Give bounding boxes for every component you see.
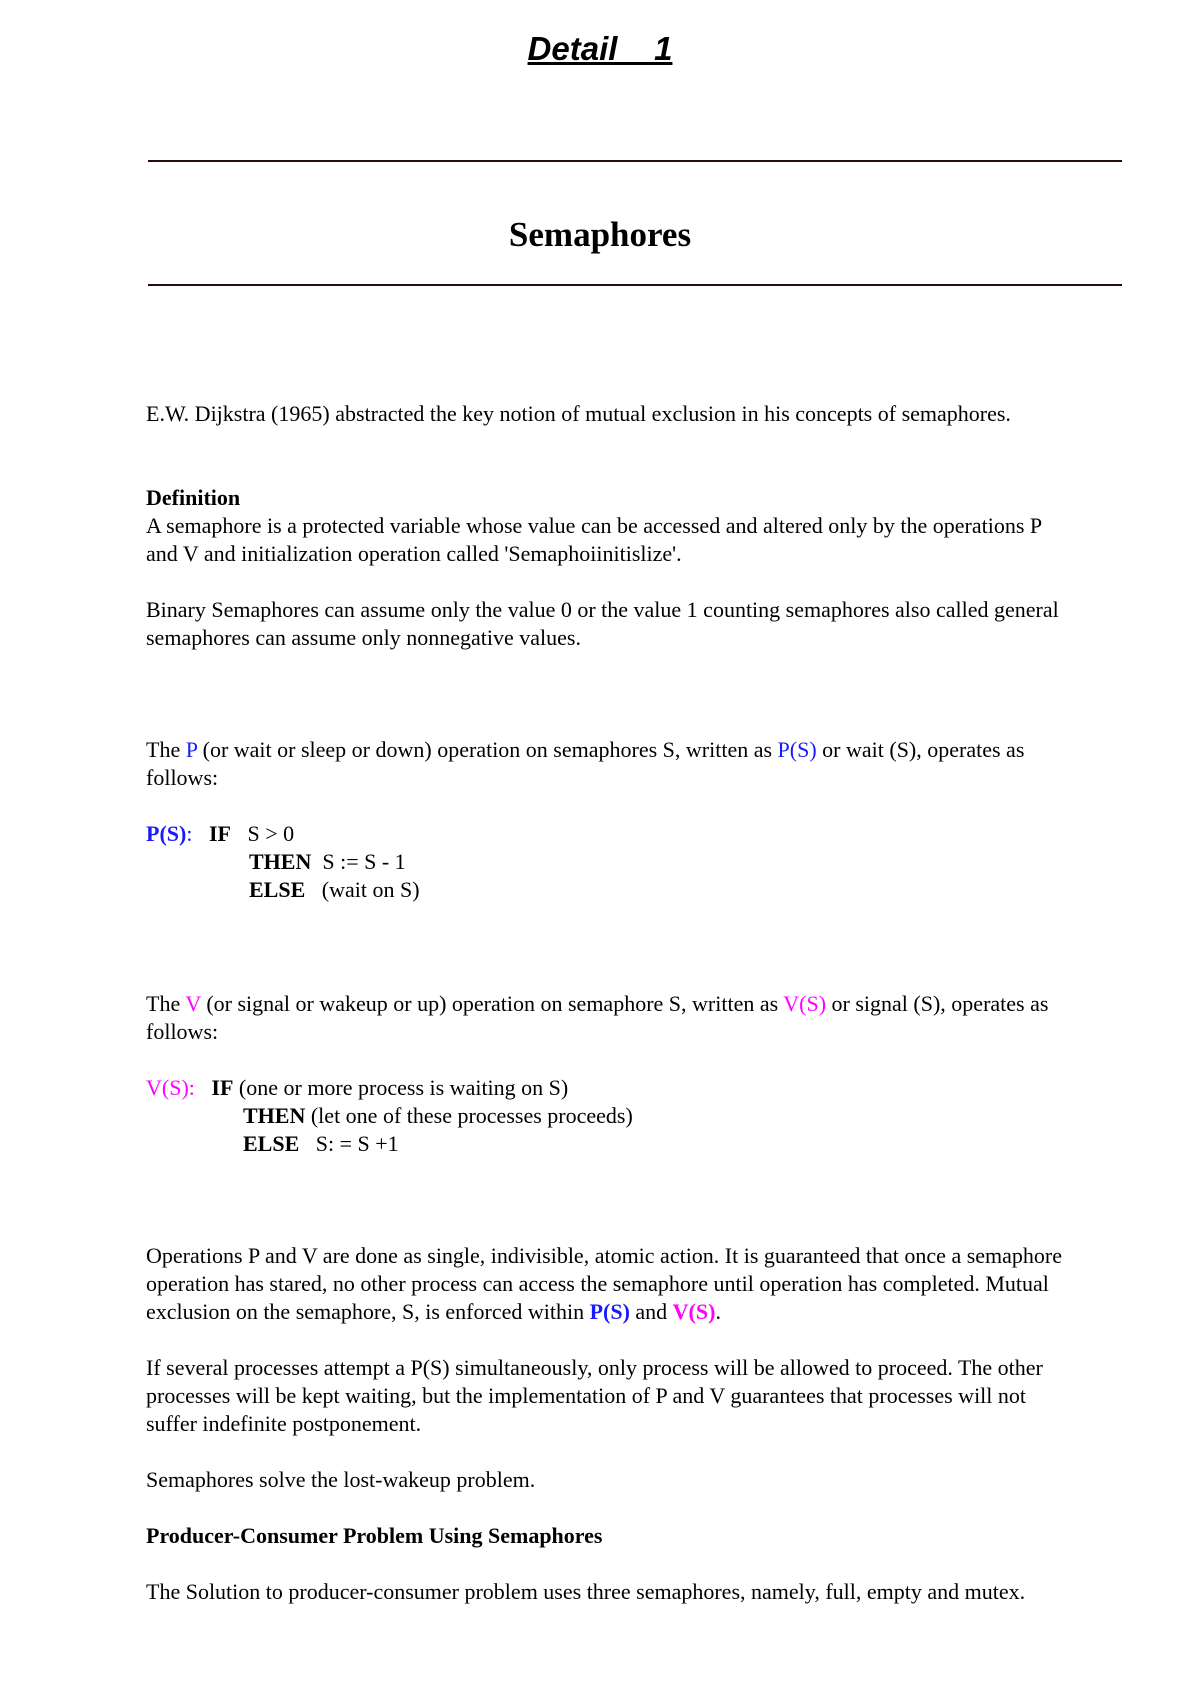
intro-paragraph: E.W. Dijkstra (1965) abstracted the key notion of mutual exclusion in his concepts of semaphores. bbox=[146, 401, 1011, 426]
v-code-colon: : bbox=[188, 1075, 195, 1100]
v-operation-code bbox=[146, 1074, 1066, 1158]
atomic-p: P(S) bbox=[589, 1299, 630, 1324]
p-kw-if: IF bbox=[208, 821, 231, 846]
p-else-val: (wait on S) bbox=[321, 877, 420, 902]
v-intro-text-1: The bbox=[146, 991, 186, 1016]
definition-heading: Definition bbox=[146, 485, 241, 510]
v-kw-then: THEN bbox=[243, 1103, 306, 1128]
p-code-colon: : bbox=[186, 821, 193, 846]
atomic-paragraph bbox=[146, 1242, 1066, 1326]
bottom-divider bbox=[148, 284, 1122, 286]
lost-wakeup-paragraph: Semaphores solve the lost-wakeup problem. bbox=[146, 1467, 536, 1492]
definition-text: A semaphore is a protected variable whose value can be accessed and altered only by the operations P and V and initialization operation called 'Semaphoiinitislize'. bbox=[146, 513, 1042, 566]
definition-section bbox=[146, 484, 1066, 568]
atomic-and: and bbox=[629, 1299, 673, 1324]
v-name: V bbox=[185, 991, 201, 1016]
v-intro-text-3: or signal (S), operates as follows: bbox=[146, 991, 1049, 1044]
v-else-val: S: = S +1 bbox=[315, 1131, 399, 1156]
v-call: V(S) bbox=[783, 991, 827, 1016]
v-code-if-row bbox=[146, 1074, 1066, 1102]
v-operation-intro bbox=[146, 990, 1066, 1046]
binary-semaphores-paragraph: Binary Semaphores can assume only the value 0 or the value 1 counting semaphores also called general semaphores can assume only nonnegative values. bbox=[146, 597, 1059, 650]
p-kw-then: THEN bbox=[249, 849, 312, 874]
detail-title: Detail 1 bbox=[527, 30, 673, 67]
page-title: Semaphores bbox=[508, 215, 692, 254]
p-intro-text-2: (or wait or sleep or down) operation on semaphores S, written as bbox=[197, 737, 778, 762]
p-name: P bbox=[185, 737, 198, 762]
p-code-label: P(S) bbox=[146, 821, 187, 846]
v-code-label: V(S) bbox=[146, 1075, 189, 1100]
p-then-val: S := S - 1 bbox=[322, 849, 406, 874]
p-code-else-row bbox=[146, 876, 1066, 904]
p-call: P(S) bbox=[777, 737, 817, 762]
v-kw-else: ELSE bbox=[243, 1131, 300, 1156]
atomic-v: V(S) bbox=[672, 1299, 716, 1324]
v-cond: (one or more process is waiting on S) bbox=[238, 1075, 569, 1100]
atomic-end: . bbox=[715, 1299, 721, 1324]
v-code-then-row bbox=[146, 1102, 1066, 1130]
p-operation-intro bbox=[146, 736, 1066, 792]
p-kw-else: ELSE bbox=[249, 877, 306, 902]
p-intro-text-3: or wait (S), operates as follows: bbox=[146, 737, 1025, 790]
v-then-val: (let one of these processes proceeds) bbox=[310, 1103, 633, 1128]
several-processes-paragraph: If several processes attempt a P(S) simultaneously, only process will be allowed to proceed. The other processes will be kept waiting, but the implementation of P and V guarantees that processes will not suffer indefinite postponement. bbox=[146, 1355, 1043, 1436]
v-code-else-row bbox=[146, 1130, 1066, 1158]
producer-heading: Producer-Consumer Problem Using Semaphores bbox=[146, 1523, 603, 1548]
p-cond: S > 0 bbox=[247, 821, 295, 846]
p-operation-code bbox=[146, 820, 1066, 904]
v-intro-text-2: (or signal or wakeup or up) operation on semaphore S, written as bbox=[200, 991, 784, 1016]
v-kw-if: IF bbox=[211, 1075, 234, 1100]
p-code-if-row bbox=[146, 820, 1066, 848]
producer-paragraph: The Solution to producer-consumer problem uses three semaphores, namely, full, empty and mutex. bbox=[146, 1579, 1026, 1604]
top-divider bbox=[148, 160, 1122, 162]
p-intro-text-1: The bbox=[146, 737, 186, 762]
p-code-then-row bbox=[146, 848, 1066, 876]
atomic-text: Operations P and V are done as single, indivisible, atomic action. It is guaranteed that once a semaphore operation has stared, no other process can access the semaphore until operation has completed. Mutual exclusion on the semaphore, S, is enforced within bbox=[146, 1243, 1062, 1324]
